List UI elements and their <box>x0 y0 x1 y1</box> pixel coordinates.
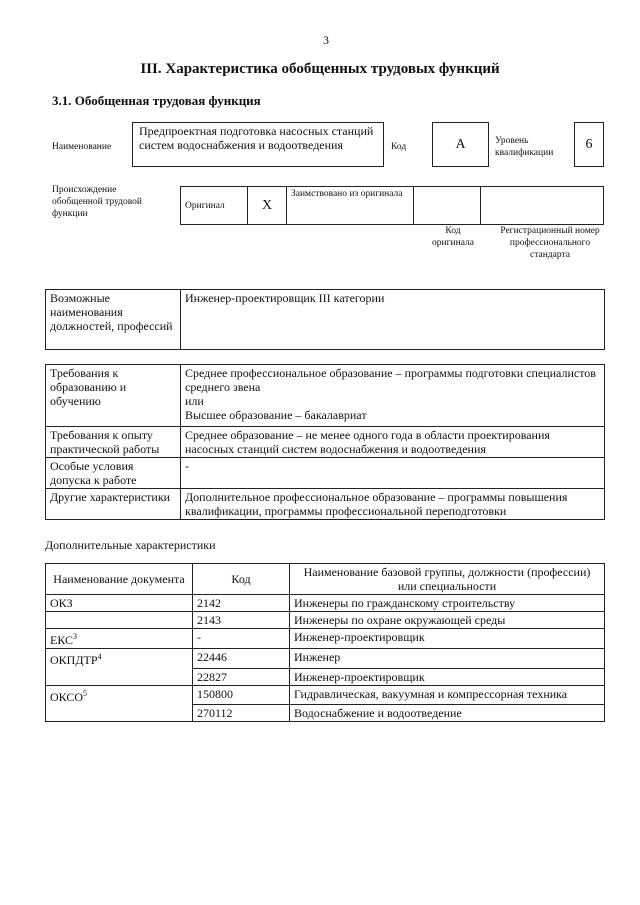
positions-value-cell <box>181 290 605 350</box>
requirement-value-cell <box>181 489 605 520</box>
requirement-line: или <box>185 394 204 408</box>
origin-table <box>180 186 604 225</box>
requirement-value-cell <box>181 427 605 458</box>
requirement-label-cell <box>46 458 181 489</box>
doc-name: ОКСО <box>50 689 84 704</box>
doc-cell <box>46 649 193 669</box>
origin-label: Происхождение обобщенной трудовой функции <box>52 185 142 219</box>
original-mark: X <box>261 197 273 213</box>
table-row <box>46 649 605 669</box>
requirement-line: - <box>185 459 189 473</box>
name-cell: Водоснабжение и водоотведение <box>290 705 605 722</box>
code-box <box>432 122 489 167</box>
reg-caption: Регистрационный номер профессионального стандарта <box>500 226 600 260</box>
requirement-line: Дополнительное профессиональное образование – программы повышения квалификации, программы профессиональной переподготовки <box>185 490 568 518</box>
doc-name: ОКЗ <box>50 596 73 610</box>
section-title: III. Характеристика обобщенных трудовых функций <box>140 61 500 77</box>
level-box <box>574 122 604 167</box>
positions-label-cell <box>46 290 181 350</box>
level-label: Уровень квалификации <box>495 136 554 158</box>
requirement-row <box>46 365 605 427</box>
doc-cell <box>46 668 193 685</box>
requirement-value-cell <box>181 458 605 489</box>
name-cell: Инженеры по охране окружающей среды <box>290 612 605 629</box>
code-label: Код <box>391 142 407 152</box>
doc-cell <box>46 685 193 705</box>
code-caption: Код оригинала <box>432 226 474 248</box>
footnote-mark: 4 <box>97 652 102 661</box>
requirement-label-cell <box>46 365 181 427</box>
subsection-title: 3.1. Обобщенная трудовая функция <box>52 93 261 108</box>
requirement-value-cell <box>181 365 605 427</box>
header-row <box>46 564 605 595</box>
table-row <box>46 705 605 722</box>
doc-cell <box>46 595 193 612</box>
doc-cell <box>46 705 193 722</box>
level-value: 6 <box>585 136 593 152</box>
requirement-row <box>46 427 605 458</box>
page-number: 3 <box>323 33 329 47</box>
requirement-line: Высшее образование – бакалавриат <box>185 408 367 422</box>
borrowed-label: Заимствовано из оригинала <box>291 189 403 199</box>
code-cell: 270112 <box>193 705 290 722</box>
footnote-mark: 3 <box>73 632 78 641</box>
code-cell: - <box>193 629 290 649</box>
name-cell: Инженеры по гражданскому строительству <box>290 595 605 612</box>
name-cell: Инженер <box>290 649 605 669</box>
name-cell: Инженер-проектировщик <box>290 629 605 649</box>
requirement-label: Особые условия допуска к работе <box>50 459 137 487</box>
registration-cell <box>481 187 604 225</box>
table-row <box>46 612 605 629</box>
name-label: Наименование <box>52 142 112 152</box>
doc-cell <box>46 612 193 629</box>
requirement-label: Другие характеристики <box>50 490 171 504</box>
doc-cell <box>46 629 193 649</box>
name-cell: Гидравлическая, вакуумная и компрессорная техника <box>290 685 605 705</box>
code-cell: 22446 <box>193 649 290 669</box>
requirements-table <box>45 364 605 520</box>
requirement-label: Требования к опыту практической работы <box>50 428 160 456</box>
code-cell: 22827 <box>193 668 290 685</box>
table-row <box>46 629 605 649</box>
requirement-label: Требования к образованию и обучению <box>50 366 127 408</box>
original-cell <box>181 187 248 225</box>
header-doc: Наименование документа <box>46 564 193 595</box>
requirement-label-cell <box>46 427 181 458</box>
requirement-line: Среднее профессиональное образование – программы подготовки специалистов среднего звена <box>185 366 596 394</box>
requirement-line: Среднее образование – не менее одного года в области проектирования насосных станций систем водоснабжения и водоотведения <box>185 428 550 456</box>
doc-name: ОКПДТР <box>50 653 98 667</box>
additional-table <box>45 563 605 722</box>
table-row <box>46 685 605 705</box>
code-value: A <box>455 136 466 152</box>
code-cell: 2143 <box>193 612 290 629</box>
code-cell: 150800 <box>193 685 290 705</box>
header-code: Код <box>193 564 290 595</box>
additional-title: Дополнительные характеристики <box>45 538 216 552</box>
original-mark-cell <box>248 187 287 225</box>
header-name: Наименование базовой группы, должности (профессии) или специальности <box>290 564 605 595</box>
requirement-row <box>46 458 605 489</box>
borrowed-cell <box>287 187 414 225</box>
code-cell: 2142 <box>193 595 290 612</box>
function-name: Предпроектная подготовка насосных станций систем водоснабжения и водоотведения <box>139 124 374 152</box>
positions-value: Инженер-проектировщик III категории <box>185 291 385 305</box>
original-code-cell <box>414 187 481 225</box>
footnote-mark: 5 <box>83 688 88 698</box>
original-label: Оригинал <box>185 200 225 211</box>
name-cell: Инженер-проектировщик <box>290 668 605 685</box>
table-row <box>46 668 605 685</box>
table-row <box>46 595 605 612</box>
doc-name: ЕКС <box>50 633 74 647</box>
positions-label: Возможные наименования должностей, профессий <box>50 291 173 333</box>
function-name-box <box>132 122 384 167</box>
requirement-label-cell <box>46 489 181 520</box>
positions-table <box>45 289 605 350</box>
requirement-row <box>46 489 605 520</box>
